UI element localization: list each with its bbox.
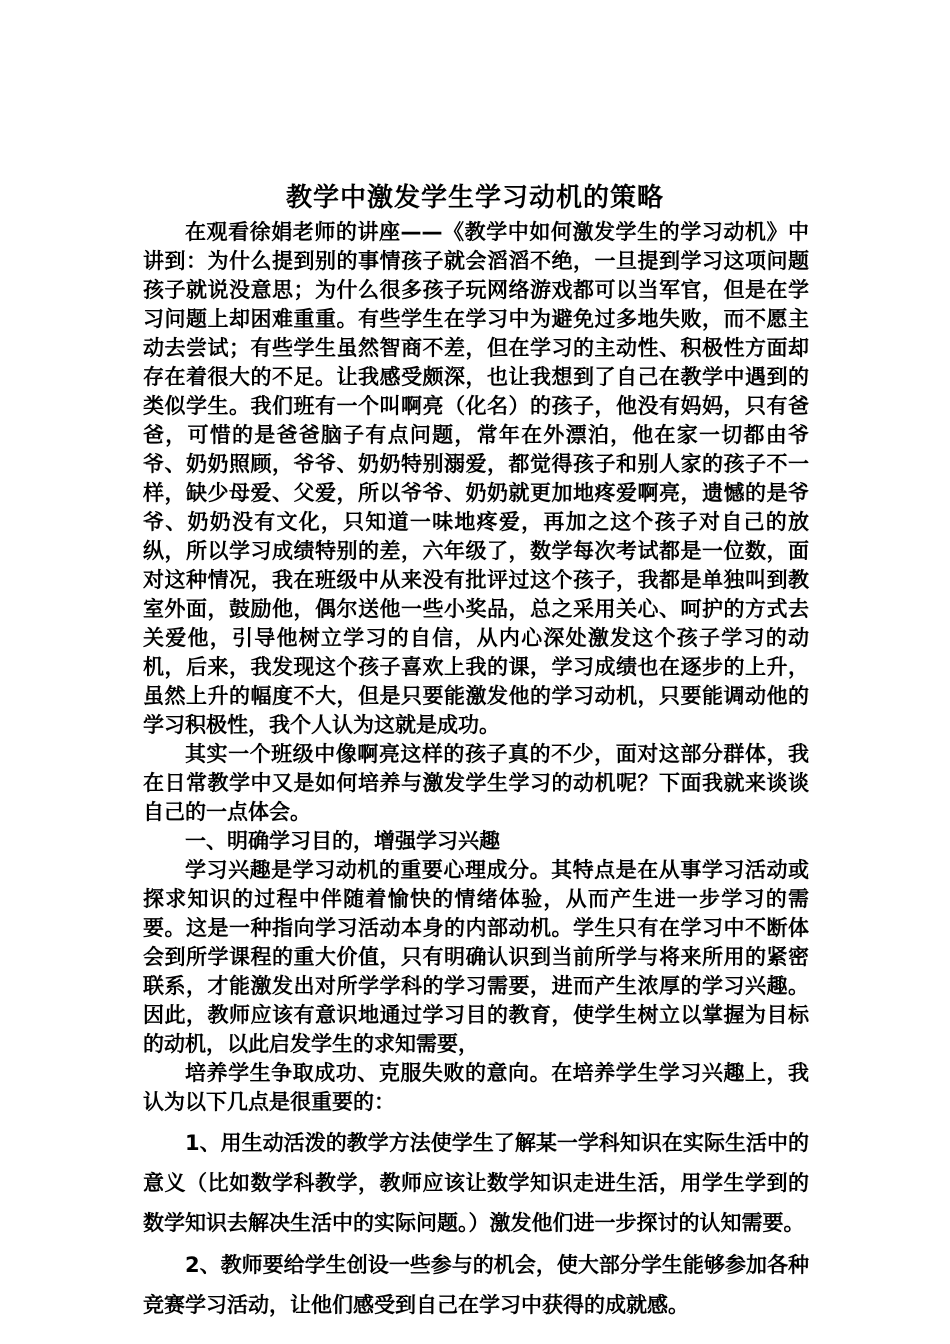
document-body <box>143 218 809 1325</box>
paragraph-interest: 学习兴趣是学习动机的重要心理成分。其特点是在从事学习活动或探求知识的过程中伴随着愉快的情绪体验，从而产生进一步学习的需要。这是一种指向学习活动本身的内部动机。学生只有在学习中不断体会到所学课程的重大价值，只有明确认识到当前所学与将来所用的紧密联系，才能激发出对所学学科的学习需要，进而产生浓厚的学习兴趣。因此，教师应该有意识地通过学习目的教育，使学生树立以掌握为目标的动机，以此启发学生的求知需要， <box>143 858 809 1056</box>
list-item-2: 2、教师要给学生创设一些参与的机会，使大部分学生能够参加各种竞赛学习活动，让他们感受到自己在学习中获得的成就感。 <box>143 1253 809 1317</box>
paragraph-cultivate: 培养学生争取成功、克服失败的意向。在培养学生学习兴趣上，我认为以下几点是很重要的： <box>143 1061 809 1114</box>
list-item-1: 1、用生动活泼的教学方法使学生了解某一学科知识在实际生活中的意义（比如数学科教学，教师应该让数学知识走进生活，用学生学到的数学知识去解决生活中的实际问题。）激发他们进一步探讨的认知需要。 <box>143 1131 809 1235</box>
paragraph-transition: 其实一个班级中像啊亮这样的孩子真的不少，面对这部分群体，我在日常教学中又是如何培养与激发学生学习的动机呢？下面我就来谈谈自己的一点体会。 <box>143 742 809 824</box>
paragraph-intro: 在观看徐娟老师的讲座——《教学中如何激发学生的学习动机》中讲到：为什么提到别的事情孩子就会滔滔不绝，一旦提到学习这项问题孩子就说没意思；为什么很多孩子玩网络游戏都可以当军官，但是在学习问题上却困难重重。有些学生在学习中为避免过多地失败，而不愿主动去尝试；有些学生虽然智商不差，但在学习的主动性、积极性方面却存在着很大的不足。让我感受颇深，也让我想到了自己在教学中遇到的类似学生。我们班有一个叫啊亮（化名）的孩子，他没有妈妈，只有爸爸，可惜的是爸爸脑子有点问题，常年在外漂泊，他在家一切都由爷爷、奶奶照顾，爷爷、奶奶特别溺爱，都觉得孩子和别人家的孩子不一样，缺少母爱、父爱，所以爷爷、奶奶就更加地疼爱啊亮，遗憾的是爷爷、奶奶没有文化，只知道一味地疼爱，再加之这个孩子对自己的放纵，所以学习成绩特别的差，六年级了，数学每次考试都是一位数，面对这种情况，我在班级中从来没有批评过这个孩子，我都是单独叫到教室外面，鼓励他，偶尔送他一些小奖品，总之采用关心、呵护的方式去关爱他，引导他树立学习的自信，从内心深处激发这个孩子学习的动机，后来，我发现这个孩子喜欢上我的课，学习成绩也在逐步的上升，虽然上升的幅度不大，但是只要能激发他的学习动机，只要能调动他的学习积极性，我个人认为这就是成功。 <box>143 220 809 737</box>
section-heading-1: 一、明确学习目的，增强学习兴趣 <box>185 829 500 853</box>
document-title: 教学中激发学生学习动机的策略 <box>285 183 664 213</box>
